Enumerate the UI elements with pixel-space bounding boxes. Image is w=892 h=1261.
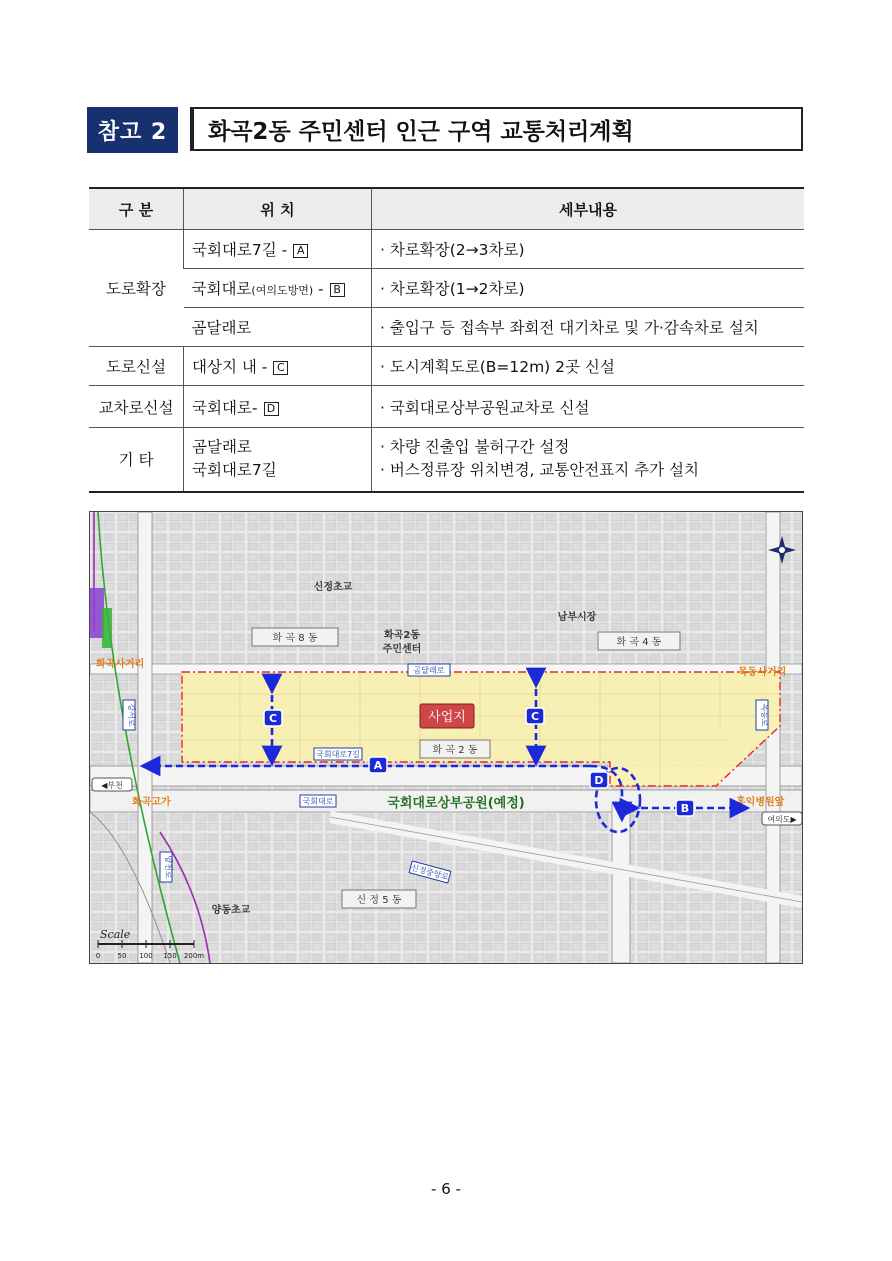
svg-text:150: 150 [163,952,177,960]
reference-badge: 참고 2 [87,107,178,153]
location-cell: 대상지 내 - C [184,347,372,386]
label-hwagok2dong: 화 곡 2 동 [432,745,478,756]
category-cell: 기 타 [89,428,184,492]
table-row [89,347,804,386]
label-sinjeong5dong: 신 정 5 동 [356,895,402,906]
label-sinjeong-road: 신정중앙로 [410,863,450,882]
table-row [89,308,804,347]
detail-cell: · 국회대로상부공원교차로 신설 [372,386,805,428]
page-title-text: 화곡2동 주민센터 인근 구역 교통처리계획 [208,118,634,145]
detail-cell: · 도시계획도로(B=12m) 2곳 신설 [372,347,805,386]
label-7gil: 국회대로7길 [316,750,360,759]
label-yangcheon-ro: 양천로 [164,855,173,879]
category-cell: 도로확장 [89,230,184,347]
label-yeouido: 여의도▶ [767,815,797,824]
page-title [190,107,803,151]
table-row [89,428,804,492]
marker-c-left: C [268,712,278,725]
table-header-row [89,188,804,230]
marker-tag-a: A [293,244,308,258]
label-community-center-1: 화곡2동 [384,630,420,641]
header-details: 세부내용 [372,188,805,230]
page-number: - 6 - [431,1180,461,1198]
label-mokdong-ro: 목동로 [760,703,769,727]
label-community-center-2: 주민센터 [382,644,422,655]
svg-text:50: 50 [117,952,127,960]
label-national-road: 국회대로 [302,797,334,806]
label-mokdong-crossroad: 목동사거리 [738,667,787,678]
detail-cell: · 차로확장(2→3차로) [372,230,805,269]
label-hwagok4dong: 화 곡 4 동 [616,637,662,648]
label-hwagok-crossroad: 화곡사거리 [96,659,145,670]
site-label: 사업지 [428,710,466,725]
location-cell: 국회대로(여의도방면) - B [184,269,372,308]
location-cell: 국회대로7길 - A [184,230,372,269]
site-map [89,511,803,964]
label-park: 국회대로상부공원(예정) [387,796,525,811]
marker-tag-c: C [273,361,288,375]
label-sinjeong-school: 신정초교 [313,582,353,593]
label-nambu-market: 남부시장 [557,612,597,623]
marker-tag-b: B [330,283,345,297]
svg-text:100: 100 [139,952,153,960]
label-hwagok-overpass: 화곡고가 [132,797,171,808]
svg-text:Scale: Scale [100,928,131,941]
label-gomdallae-ro: 곰달래로 [413,666,445,675]
detail-cell: · 차로확장(1→2차로) [372,269,805,308]
label-hwagok8dong: 화 곡 8 동 [272,633,318,644]
header-category: 구 분 [89,188,184,230]
table-row [89,230,804,269]
detail-cell: · 출입구 등 접속부 좌회전 대기차로 및 가·감속차로 설치 [372,308,805,347]
category-cell: 교차로신설 [89,386,184,428]
table-row [89,269,804,308]
marker-d: D [594,774,604,787]
svg-text:200m: 200m [183,952,205,960]
marker-a: A [373,759,383,772]
marker-b: B [680,802,690,815]
label-bucheon: ◀부천 [101,781,123,790]
table-row [89,386,804,428]
location-cell: 곰달래로 [184,308,372,347]
svg-text:0: 0 [95,952,101,960]
label-hospital: 홍익병원앞 [736,797,785,808]
header-location: 위 치 [184,188,372,230]
marker-c-right: C [530,710,540,723]
marker-tag-d: D [264,402,279,416]
location-cell: 곰달래로 국회대로7길 [184,428,372,492]
traffic-plan-table [89,187,804,493]
detail-cell: · 차량 진출입 불허구간 설정 · 버스정류장 위치변경, 교통안전표지 추가 설치 [372,428,805,492]
label-yangdong-school: 양동초교 [211,905,251,916]
location-cell: 국회대로- D [184,386,372,428]
category-cell: 도로신설 [89,347,184,386]
label-gangseo-ro: 강서로 [127,703,136,727]
